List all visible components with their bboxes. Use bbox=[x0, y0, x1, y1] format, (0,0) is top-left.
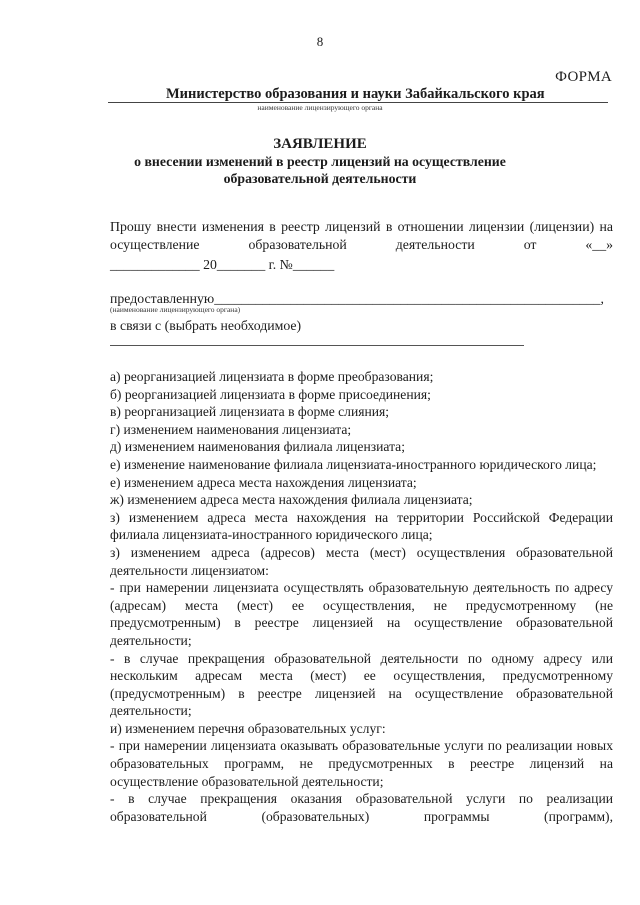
page-number: 8 bbox=[316, 34, 324, 49]
authority-name: Министерство образования и науки Забайкальского края bbox=[108, 86, 608, 103]
provided-by-caption: (наименование лицензирующего органа) bbox=[110, 305, 241, 314]
list-item: - в случае прекращения оказания образовательной услуги по реализации образовательной (образовательных) программы (программ), bbox=[110, 791, 613, 824]
list-item: з) изменением адреса (адресов) места (мест) осуществления образовательной деятельности лицензиатом: bbox=[110, 544, 613, 578]
list-item: б) реорганизацией лицензиата в форме присоединения; bbox=[110, 386, 431, 402]
reason-label: в связи с (выбрать необходимое) bbox=[110, 318, 302, 333]
provided-by-field: предоставленную________________________________________________________, bbox=[110, 291, 605, 306]
document-title: ЗАЯВЛЕНИЕ bbox=[273, 136, 367, 152]
list-item: в) реорганизацией лицензиата в форме слияния; bbox=[110, 404, 390, 420]
list-item: г) изменением наименования лицензиата; bbox=[110, 421, 352, 437]
list-item: и) изменением перечня образовательных услуг: bbox=[110, 720, 386, 736]
list-item: - в случае прекращения образовательной деятельности по одному адресу или нескольким адресам места (мест) ее осуществления, предусмотренному (предусмотренным) в реестре лицензией на осуществление образовательной деятельности; bbox=[110, 650, 613, 719]
list-item: - при намерении лицензиата осуществлять образовательную деятельность по адресу (адресам) места (мест) ее осуществления, не предусмотренному (не предусмотренным) в реестре лицензией на осуществление образовательной деятельности; bbox=[110, 580, 613, 648]
list-item: з) изменением адреса места нахождения на территории Российской Федерации филиала лицензиата-иностранного юридического лица; bbox=[110, 509, 613, 543]
license-date-number-line: _____________ 20_______ г. №______ bbox=[110, 257, 335, 272]
change-reasons-list bbox=[110, 368, 613, 825]
list-item: ж) изменением адреса места нахождения филиала лицензиата; bbox=[110, 492, 473, 508]
list-item: - при намерении лицензиата оказывать образовательные услуги по реализации новых образовательных программ, не предусмотренных в реестре лицензий на осуществление образовательной деятельности; bbox=[110, 738, 613, 789]
request-paragraph: Прошу внести изменения в реестр лицензий в отношении лицензии (лицензии) на осуществление образовательной деятельности от «__» bbox=[110, 219, 613, 252]
list-item: е) изменение наименование филиала лицензиата-иностранного юридического лица; bbox=[110, 456, 597, 472]
list-item: а) реорганизацией лицензиата в форме преобразования; bbox=[110, 369, 434, 384]
list-item: е) изменением адреса места нахождения лицензиата; bbox=[110, 474, 417, 490]
list-item: д) изменением наименования филиала лицензиата; bbox=[110, 439, 405, 455]
authority-caption: наименование лицензирующего органа bbox=[257, 103, 383, 112]
document-subtitle: о внесении изменений в реестр лицензий на осуществление образовательной деятельности bbox=[134, 154, 506, 186]
form-label: ФОРМА bbox=[555, 69, 612, 85]
reason-blank-line bbox=[110, 345, 524, 346]
